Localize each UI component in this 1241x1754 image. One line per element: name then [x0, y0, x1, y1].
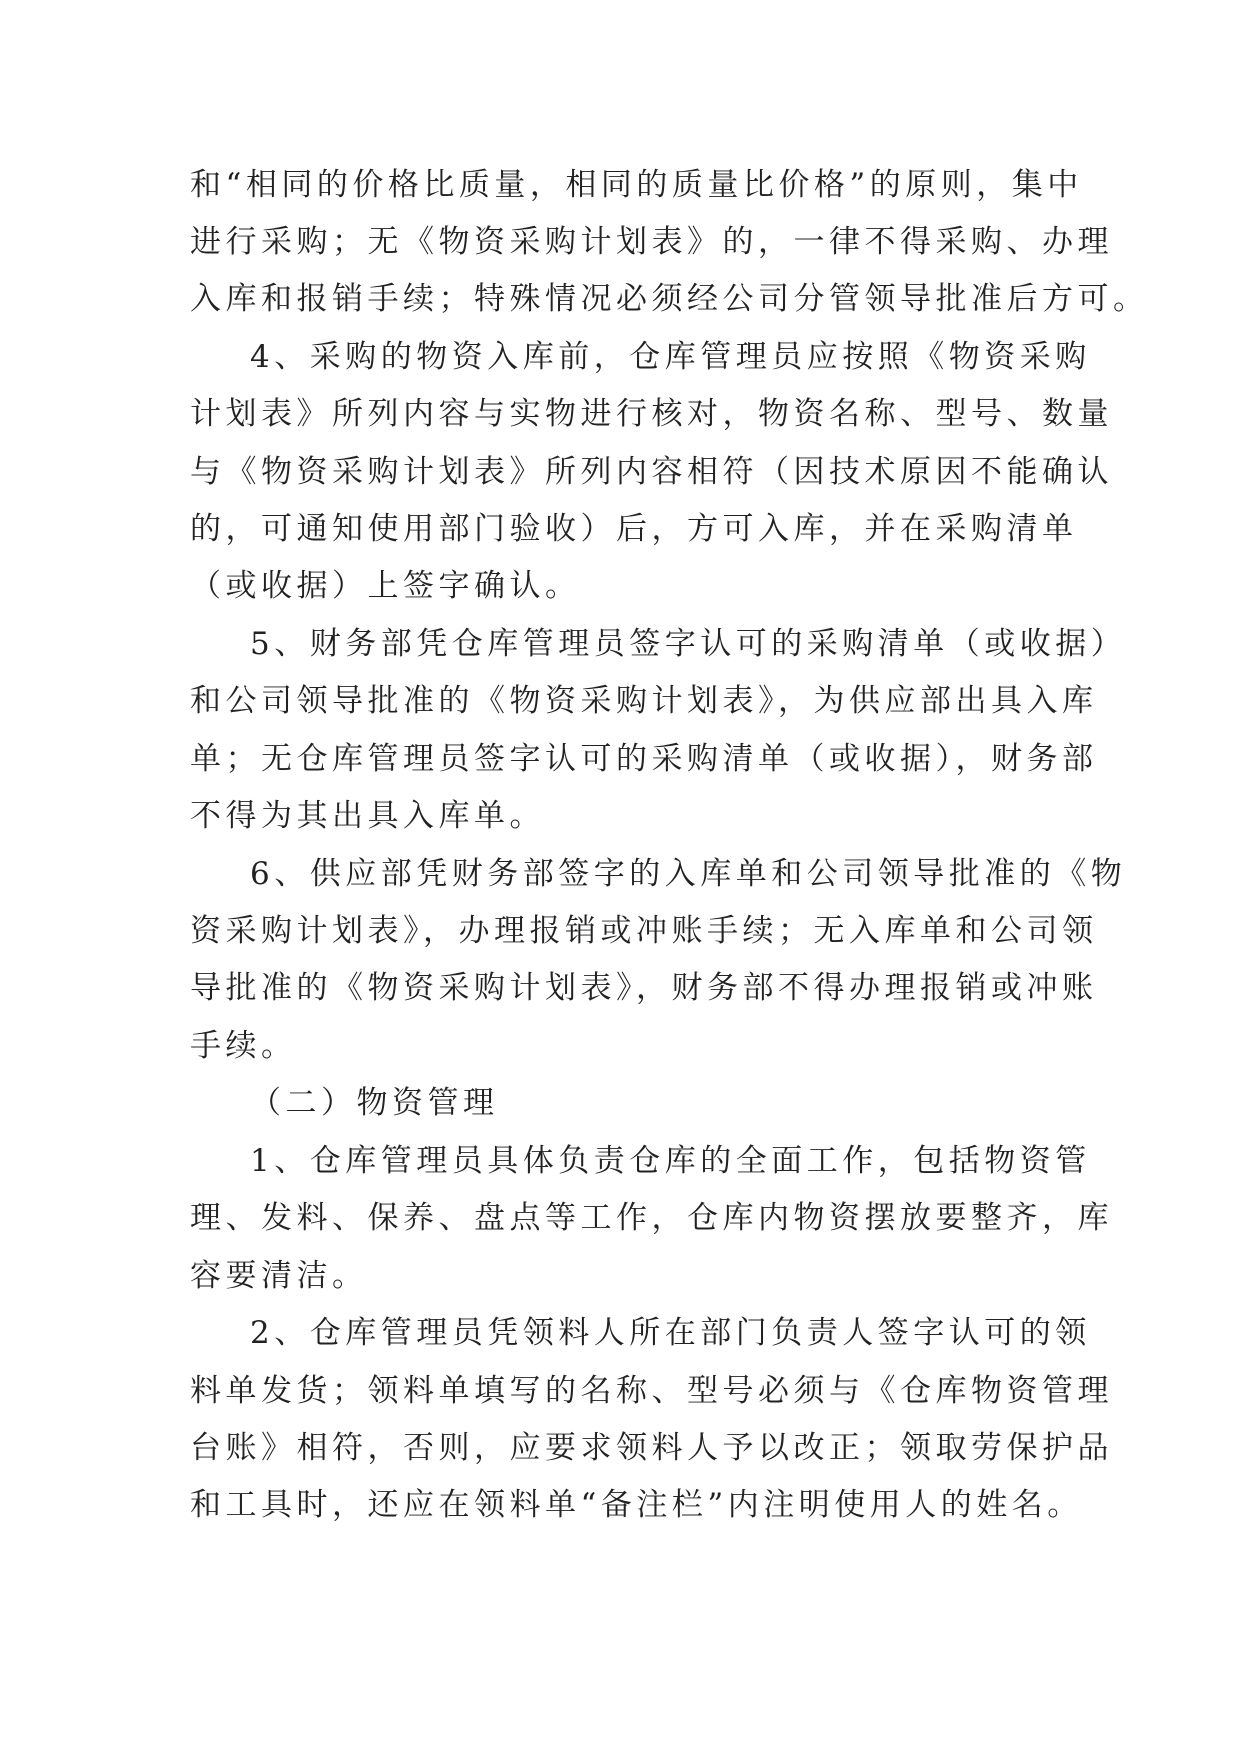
- text-line: 导批准的《物资采购计划表》，财务部不得办理报销或冲账: [190, 970, 1098, 1006]
- text-line: 容要清洁。: [190, 1258, 368, 1294]
- text-line: 台账》相符，否则，应要求领料人予以改正；领取劳保护品: [190, 1430, 1113, 1466]
- paragraph-6-start: 6、供应部凭财务部签字的入库单和公司领导批准的《物: [250, 856, 1127, 892]
- section-heading: （二）物资管理: [250, 1085, 499, 1121]
- text-line: 资采购计划表》，办理报销或冲账手续；无入库单和公司领: [190, 913, 1098, 949]
- text-line: 与《物资采购计划表》所列内容相符（因技术原因不能确认: [190, 454, 1113, 490]
- text-line: 的，可通知使用部门验收）后，方可入库，并在采购清单: [190, 511, 1078, 547]
- paragraph-4-start: 4、采购的物资入库前，仓库管理员应按照《物资采购: [250, 339, 1091, 375]
- text-line: 入库和报销手续；特殊情况必须经公司分管领导批准后方可。: [190, 281, 1149, 317]
- paragraph-1-start: 1、仓库管理员具体负责仓库的全面工作，包括物资管: [250, 1143, 1091, 1179]
- text-line: 和工具时，还应在领料单“备注栏”内注明使用人的姓名。: [190, 1487, 1083, 1523]
- text-line: 料单发货；领料单填写的名称、型号必须与《仓库物资管理: [190, 1373, 1113, 1409]
- text-line: 和“相同的价格比质量，相同的质量比价格”的原则，集中: [190, 167, 1083, 203]
- text-line: （或收据）上签字确认。: [190, 568, 581, 604]
- text-line: 计划表》所列内容与实物进行核对，物资名称、型号、数量: [190, 396, 1113, 432]
- text-line: 不得为其出具入库单。: [190, 798, 545, 834]
- text-line: 和公司领导批准的《物资采购计划表》，为供应部出具入库: [190, 683, 1098, 719]
- text-line: 进行采购；无《物资采购计划表》的，一律不得采购、办理: [190, 224, 1113, 260]
- paragraph-2-start: 2、仓库管理员凭领料人所在部门负责人签字认可的领: [250, 1315, 1091, 1351]
- text-line: 理、发料、保养、盘点等工作，仓库内物资摆放要整齐，库: [190, 1200, 1113, 1236]
- paragraph-5-start: 5、财务部凭仓库管理员签字认可的采购清单（或收据）: [250, 626, 1127, 662]
- text-line: 单；无仓库管理员签字认可的采购清单（或收据），财务部: [190, 741, 1098, 777]
- text-line: 手续。: [190, 1028, 297, 1064]
